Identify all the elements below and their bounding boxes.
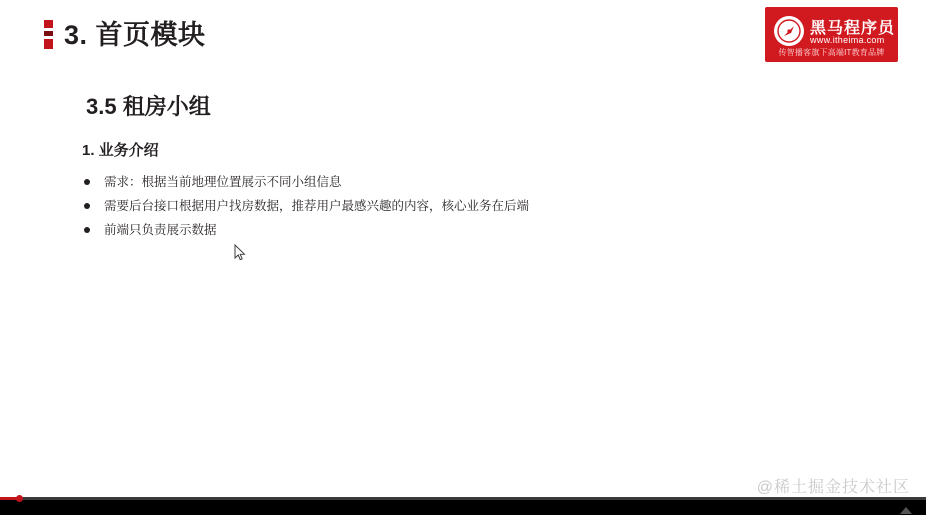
brand-logo [765,7,898,62]
list-item [82,194,862,218]
expand-caret-icon[interactable] [900,507,912,514]
list-item [82,170,862,194]
progress-knob[interactable] [16,495,23,502]
video-player-bar[interactable] [0,497,926,515]
watermark-text: @稀土掘金技术社区 [756,479,910,496]
page-title: 3. 首页模块 [64,20,206,50]
bullet-dot-icon [84,179,90,185]
list-item-label: 需求：根据当前地理位置展示不同小组信息 [104,175,342,189]
sub-section-title: 1. 业务介绍 [82,142,159,159]
list-item [82,218,862,242]
bullet-dot-icon [84,227,90,233]
compass-icon [774,16,804,46]
progress-track[interactable] [0,497,926,500]
section-title: 3.5 租房小组 [86,94,211,119]
list-item-label: 前端只负责展示数据 [104,223,217,237]
bullet-dot-icon [84,203,90,209]
brand-url: www.itheima.com [810,35,885,45]
bullet-list [82,170,862,242]
mouse-cursor-icon [234,244,246,262]
list-item-label: 需要后台接口根据用户找房数据，推荐用户最感兴趣的内容，核心业务在后端 [104,199,530,213]
brand-name: 黑马程序员 [810,20,896,37]
title-accent-marks [44,20,53,50]
brand-tagline: 传智播客旗下高端IT教育品牌 [778,48,885,57]
slide-header [0,0,926,72]
